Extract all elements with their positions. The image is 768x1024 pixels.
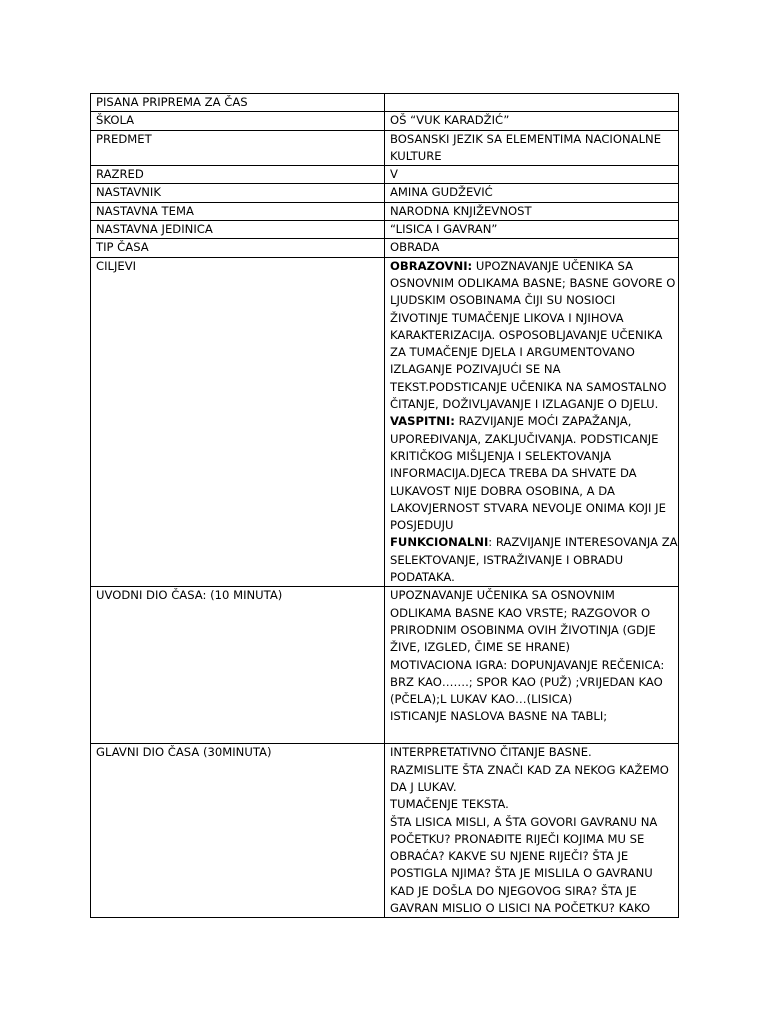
vaspitni-text: RAZVIJANJE MOĆI ZAPAŽANJA, (454, 414, 632, 429)
table-row (91, 112, 679, 130)
text-line: KARAKTERIZACIJA. OSPOSOBLJAVANJE UČENIKA (390, 327, 663, 342)
text-line (390, 413, 673, 430)
text-line: PODATAKA. (390, 570, 455, 585)
text-line: GAVRAN MISLIO O LISICI NA POČETKU? KAKO (390, 900, 651, 915)
row-label: NASTAVNIK (91, 184, 385, 202)
row-label: NASTAVNA JEDINICA (91, 221, 385, 239)
text-line: DA J LUKAV. (390, 779, 457, 794)
text-line: POČETKU? PRONAĐITE RIJEČI KOJIMA MU SE (390, 831, 645, 846)
row-label: TIP ČASA (91, 239, 385, 257)
row-value: OŠ “VUK KARADŽIĆ” (385, 112, 679, 130)
text-line: OSNOVNIM ODLIKAMA BASNE; BASNE GOVORE O (390, 275, 676, 290)
row-label: CILJEVI (91, 257, 385, 587)
text-line: (PČELA);L LUKAV KAO…(LISICA) (390, 692, 573, 707)
row-value: “LISICA I GAVRAN” (385, 221, 679, 239)
row-label: PISANA PRIPREMA ZA ČAS (91, 94, 385, 112)
row-value (385, 94, 679, 112)
text-line: PRIRODNIM OSOBINMA OVIH ŽIVOTINJA (GDJE (390, 622, 656, 637)
vaspitni-label: VASPITNI: (390, 414, 455, 429)
row-label: ŠKOLA (91, 112, 385, 130)
table-row (91, 94, 679, 112)
ciljevi-value (385, 257, 679, 587)
text-line: ŽIVE, IZGLED, ČIME SE HRANE) (390, 640, 571, 655)
row-value: OBRADA (385, 239, 679, 257)
text-line: ČITANJE, DOŽIVLJAVANJE I IZLAGANJE O DJELU. (390, 397, 659, 412)
row-value: V (385, 166, 679, 184)
lesson-plan-table (90, 93, 679, 918)
text-line: ODLIKAMA BASNE KAO VRSTE; RAZGOVOR O (390, 605, 651, 620)
obrazovni-text: UPOZNAVANJE UČENIKA SA (472, 258, 634, 273)
row-value: AMINA GUDŽEVIĆ (385, 184, 679, 202)
table-row (91, 239, 679, 257)
text-line: LUKAVOST NIJE DOBRA OSOBINA, A DA (390, 483, 615, 498)
funkcionalni-text: : RAZVIJANJE INTERESOVANJA ZA (488, 535, 678, 550)
uvodni-value (385, 587, 679, 744)
glavni-value (385, 744, 679, 918)
row-value (385, 130, 679, 166)
text-line: BRZ KAO…….; SPOR KAO (PUŽ) ;VRIJEDAN KAO (390, 674, 663, 689)
funkcionalni-label: FUNKCIONALNI (390, 535, 489, 550)
table-row (91, 184, 679, 202)
text-line: ISTICANJE NASLOVA BASNE NA TABLI; (390, 709, 608, 724)
text-line: TEKST.PODSTICANJE UČENIKA NA SAMOSTALNO (390, 379, 667, 394)
table-row (91, 166, 679, 184)
table-row (91, 130, 679, 166)
text-line: UPOZNAVANJE UČENIKA SA OSNOVNIM (390, 588, 615, 603)
text-line: POSJEDUJU (390, 518, 454, 533)
row-label: RAZRED (91, 166, 385, 184)
text-line: MOTIVACIONA IGRA: DOPUNJAVANJE REČENICA: (390, 657, 665, 672)
text-line: POSTIGLA NJIMA? ŠTA JE MISLILA O GAVRANU (390, 866, 653, 881)
text-line: TUMAČENJE TEKSTA. (390, 797, 509, 812)
text-line: ŽIVOTINJE TUMAČENJE LIKOVA I NJIHOVA (390, 310, 624, 325)
row-label: NASTAVNA TEMA (91, 202, 385, 220)
text-line: LAKOVJERNOST STVARA NEVOLJE ONIMA KOJI JE (390, 500, 666, 515)
text-line: INTERPRETATIVNO ČITANJE BASNE. (390, 745, 592, 760)
table-row (91, 744, 679, 918)
text-line: ZA TUMAČENJE DJELA I ARGUMENTOVANO (390, 345, 635, 360)
text-line: KRITIČKOG MIŠLJENJA I SELEKTOVANJA (390, 448, 612, 463)
obrazovni-label: OBRAZOVNI: (390, 258, 473, 273)
row-label: PREDMET (91, 130, 385, 166)
table-row (91, 257, 679, 587)
row-value: NARODNA KNJIŽEVNOST (385, 202, 679, 220)
table-row (91, 587, 679, 744)
text-line (390, 534, 678, 551)
text-line: INFORMACIJA.DJECA TREBA DA SHVATE DA (390, 466, 637, 481)
table-row (91, 202, 679, 220)
text-line (390, 258, 673, 275)
text-line: LJUDSKIM OSOBINAMA ČIJI SU NOSIOCI (390, 293, 616, 308)
text-line: OBRAĆA? KAKVE SU NJENE RIJEČI? ŠTA JE (390, 849, 629, 864)
text-line: IZLAGANJE POZIVAJUĆI SE NA (390, 362, 561, 377)
text-line: KAD JE DOŠLA DO NJEGOVOG SIRA? ŠTA JE (390, 883, 637, 898)
text-line: ŠTA LISICA MISLI, A ŠTA GOVORI GAVRANU NA (390, 814, 658, 829)
text-line: SELEKTOVANJE, ISTRAŽIVANJE I OBRADU (390, 552, 624, 567)
text-line: KULTURE (390, 148, 442, 163)
text-line: RAZMISLITE ŠTA ZNAČI KAD ZA NEKOG KAŽEMO (390, 762, 669, 777)
text-line: BOSANSKI JEZIK SA ELEMENTIMA NACIONALNE (390, 131, 662, 146)
row-label: UVODNI DIO ČASA: (10 MINUTA) (91, 587, 385, 744)
text-line: UPOREĐIVANJA, ZAKLJUČIVANJA. PODSTICANJE (390, 431, 659, 446)
row-label: GLAVNI DIO ČASA (30MINUTA) (91, 744, 385, 918)
table-row (91, 221, 679, 239)
